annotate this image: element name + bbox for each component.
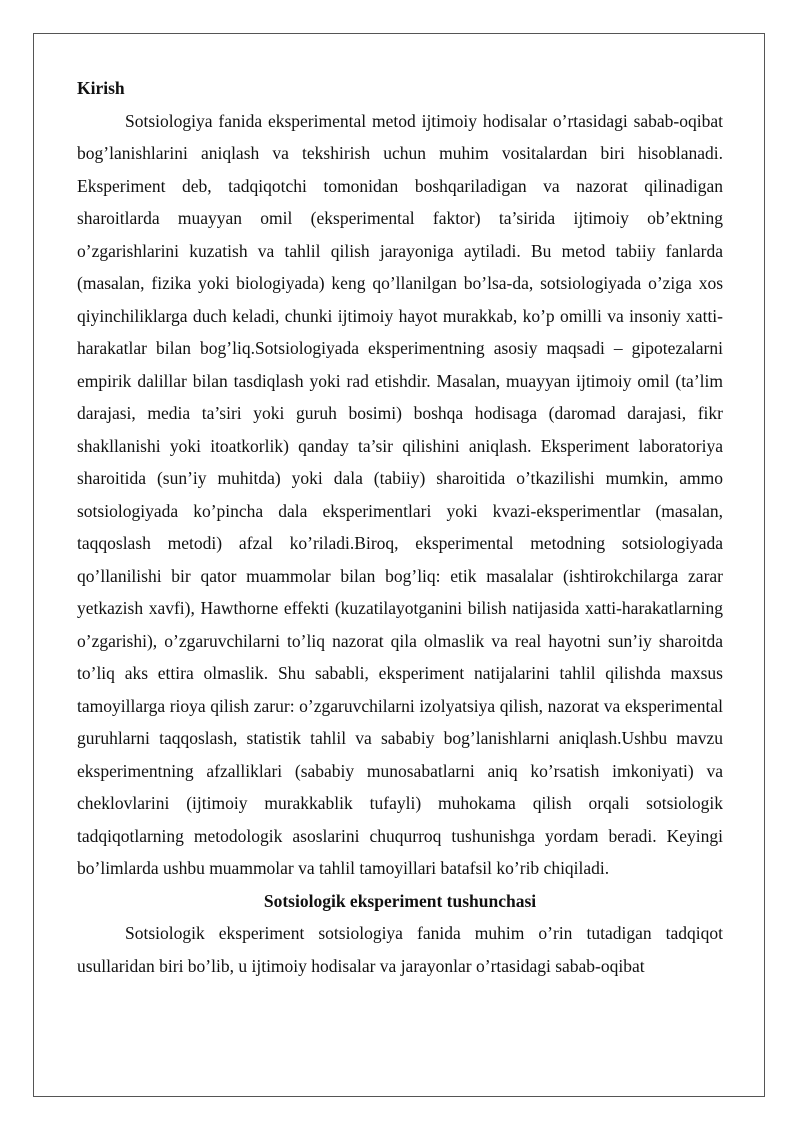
document-body [77,72,723,982]
section-paragraph: Sotsiologik eksperiment sotsiologiya fanida muhim o’rin tutadigan tadqiqot usullaridan biri bo’lib, u ijtimoiy hodisalar va jarayonlar o’rtasidagi sabab-oqibat [77,923,723,976]
section-heading: Sotsiologik eksperiment tushunchasi [263,890,537,911]
intro-heading: Kirish [77,78,125,98]
intro-paragraph: Sotsiologiya fanida eksperimental metod ijtimoiy hodisalar o’rtasidagi sabab-oqibat bog’lanishlarini aniqlash va tekshirish uchun muhim vositalardan biri hisoblanadi. Eksperiment deb, tadqiqotchi tomonidan boshqariladigan va nazorat qilinadigan sharoitlarda muayyan omil (eksperimental faktor) ta’sirida ijtimoiy ob’ektning o’zgarishlarini kuzatish va tahlil qilish jarayoniga aytiladi. Bu metod tabiiy fanlarda (masalan, fizika yoki biologiyada) keng qo’llanilgan bo’lsa-da, sotsiologiyada o’ziga xos qiyinchiliklarga duch keladi, chunki ijtimoiy hayot murakkab, ko’p omilli va insoniy xatti-harakatlar bilan bog’liq.Sotsiologiyada eksperimentning asosiy maqsadi – gipotezalarni empirik dalillar bilan tasdiqlash yoki rad etishdir. Masalan, muayyan ijtimoiy omil (ta’lim darajasi, media ta’siri yoki guruh bosimi) boshqa hodisaga (daromad darajasi, fikr shakllanishi yoki itoatkorlik) qanday ta’sir qilishini aniqlash. Eksperiment laboratoriya sharoitida (sun’iy muhitda) yoki dala (tabiiy) sharoitida o’tkazilishi mumkin, ammo sotsiologiyada ko’pincha dala eksperimentlari yoki kvazi-eksperimentlar (masalan, taqqoslash metodi) afzal ko’riladi.Biroq, eksperimental metodning sotsiologiyada qo’llanilishi bir qator muammolar bilan bog’liq: etik masalalar (ishtirokchilarga zarar yetkazish xavfi), Hawthorne effekti (kuzatilayotganini bilish natijasida xatti-harakatlarning o’zgarishi), o’zgaruvchilarni to’liq nazorat qila olmaslik va real hayotni sun’iy sharoitda to’liq aks ettira olmaslik. Shu sababli, eksperiment natijalarini tahlil qilishda maxsus tamoyillarga rioya qilish zarur: o’zgaruvchilarni izolyatsiya qilish, nazorat va eksperimental guruhlarni taqqoslash, statistik tahlil va sababiy bog’lanishlarni aniqlash.Ushbu mavzu eksperimentning afzalliklari (sababiy munosabatlarni aniq ko’rsatish imkoniyati) va cheklovlarini (ijtimoiy murakkablik tufayli) muhokama qilish orqali sotsiologik tadqiqotlarning metodologik asoslarini chuqurroq tushunishga yordam beradi. Keyingi bo’limlarda ushbu muammolar va tahlil tamoyillari batafsil ko’rib chiqiladi. [77,110,723,878]
